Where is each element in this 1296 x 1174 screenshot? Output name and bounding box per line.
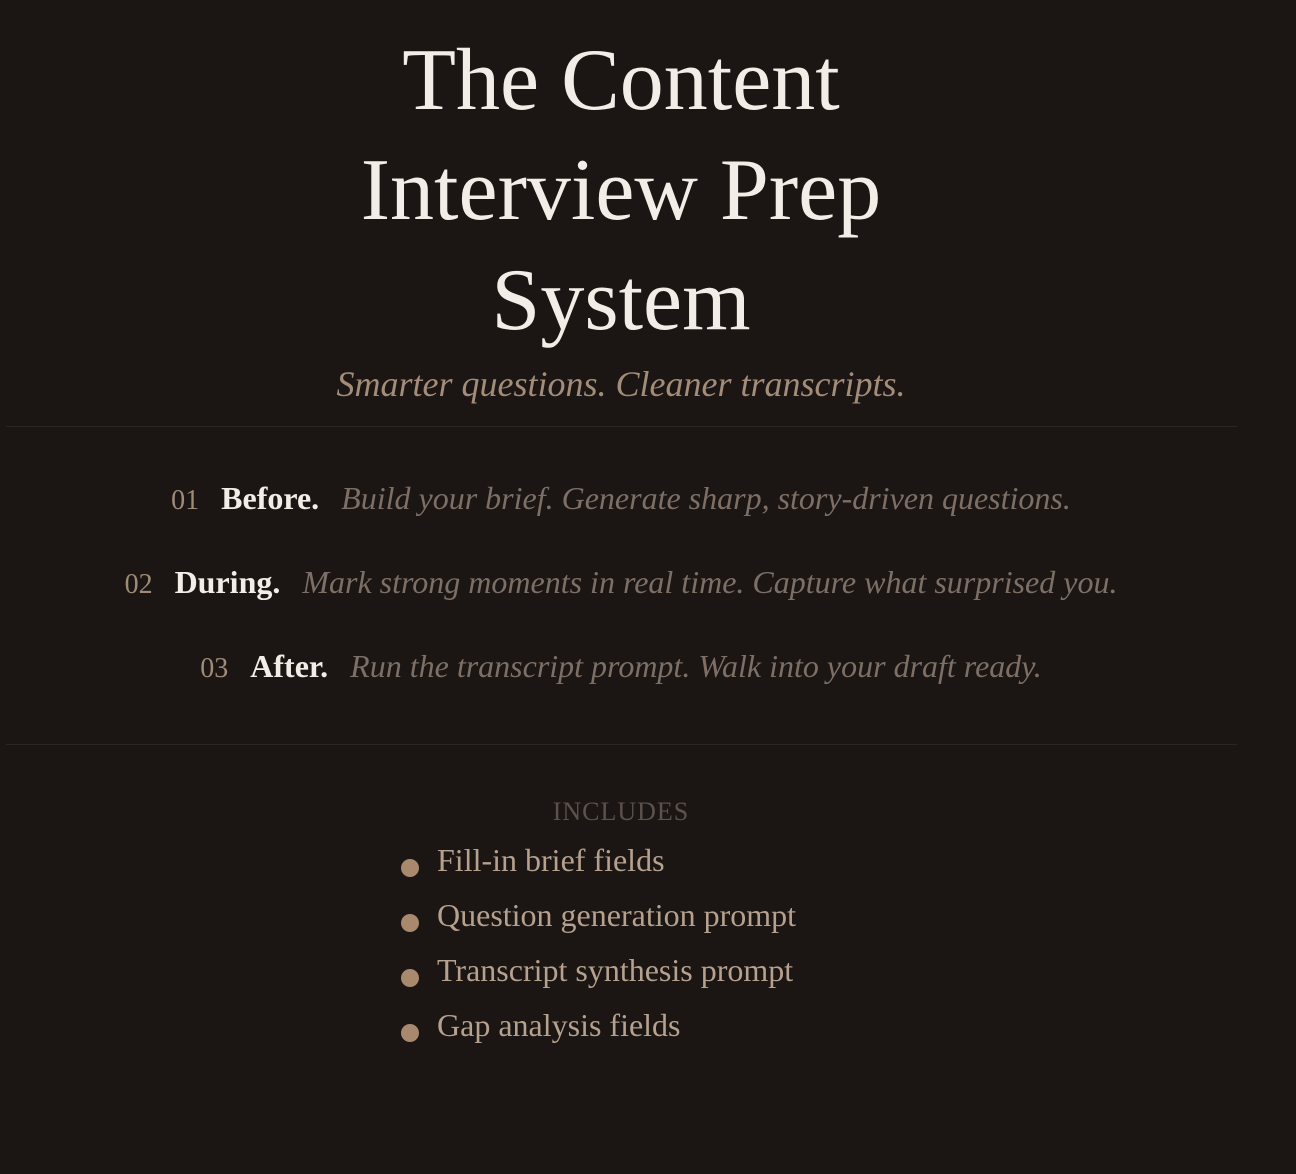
include-item-label: Gap analysis fields [437,1007,681,1043]
include-item-label: Fill-in brief fields [437,842,665,878]
step-description: Build your brief. Generate sharp, story-driven questions. [341,480,1071,516]
list-item [400,840,796,895]
bullet-dot-icon [401,969,419,987]
list-item [400,1005,796,1060]
includes-heading: INCLUDES [552,797,690,826]
step-label: During. [174,564,281,600]
section-divider [6,744,1237,745]
step-after [0,646,1242,693]
step-description: Run the transcript prompt. Walk into your draft ready. [350,648,1042,684]
step-number: 02 [124,569,153,600]
list-item [400,950,796,1005]
step-description: Mark strong moments in real time. Capture what surprised you. [302,564,1118,600]
page-subtitle: Smarter questions. Cleaner transcripts. [336,364,906,404]
include-item-label: Question generation prompt [437,897,797,933]
page-title [0,26,1242,356]
bullet-dot-icon [401,1024,419,1042]
includes-list [400,840,796,1060]
step-number: 01 [171,485,200,516]
step-before [0,478,1242,525]
title-line: Interview Prep [360,142,882,239]
step-label: Before. [221,480,320,516]
section-divider [6,426,1237,427]
step-number: 03 [200,653,229,684]
step-during [0,562,1242,609]
bullet-dot-icon [401,914,419,932]
list-item [400,895,796,950]
include-item-label: Transcript synthesis prompt [437,952,794,988]
bullet-dot-icon [401,859,419,877]
title-line: The Content [402,32,840,129]
title-line: System [491,252,751,349]
step-label: After. [250,648,329,684]
